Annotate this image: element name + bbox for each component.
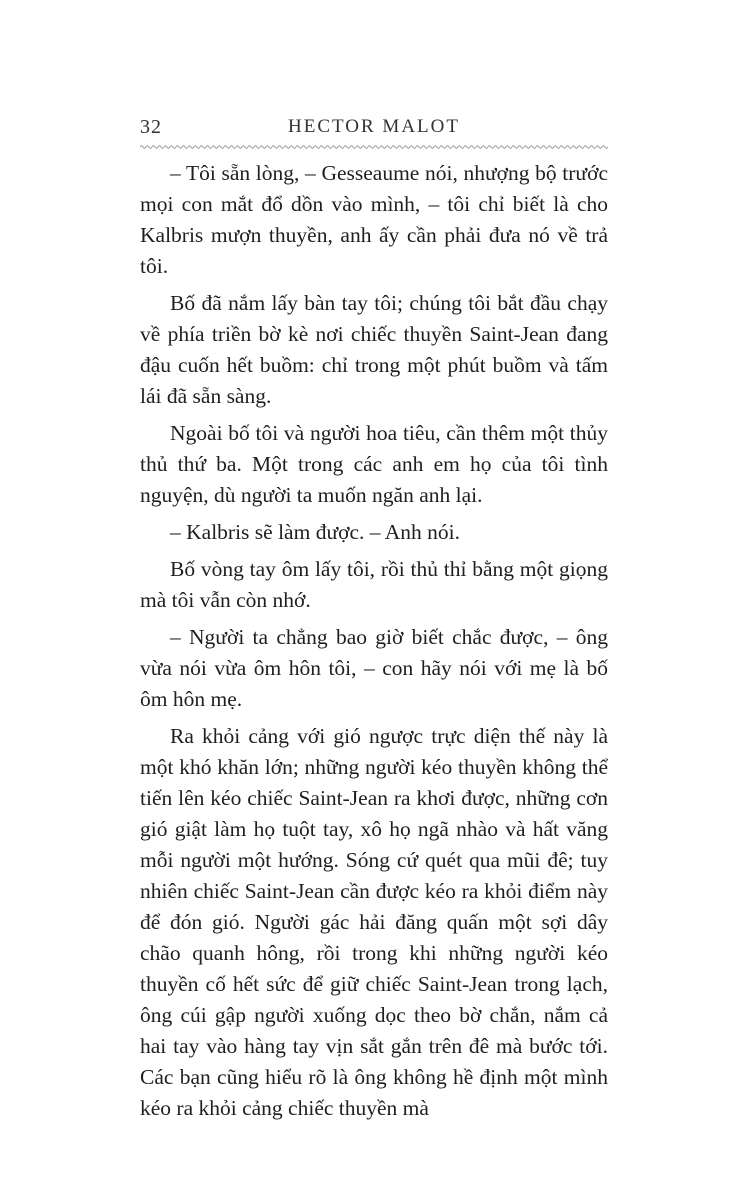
running-header	[140, 112, 608, 142]
paragraph-7: Ra khỏi cảng với gió ngược trực diện thế này là một khó khăn lớn; những người kéo thuyền không thể tiến lên kéo chiếc Saint-Jean ra khơi được, những cơn gió giật làm họ tuột tay, xô họ ngã nhào và hất văng mỗi người một hướng. Sóng cứ quét qua mũi đê; tuy nhiên chiếc Saint-Jean cần được kéo ra khỏi điểm này để đón gió. Người gác hải đăng quấn một sợi dây chão quanh hông, rồi trong khi những người kéo thuyền cố hết sức để giữ chiếc Saint-Jean trong lạch, ông cúi gập người xuống dọc theo bờ chắn, nắm cả hai tay vào hàng tay vịn sắt gắn trên đê mà bước tới. Các bạn cũng hiểu rõ là ông không hề định một mình kéo ra khỏi cảng chiếc thuyền mà	[140, 724, 608, 1120]
page-number: 32	[140, 116, 162, 138]
paragraph-4: – Kalbris sẽ làm được. – Anh nói.	[170, 520, 460, 544]
paragraph-6: – Người ta chẳng bao giờ biết chắc được, – ông vừa nói vừa ôm hôn tôi, – con hãy nói với mẹ là bố ôm hôn mẹ.	[140, 625, 608, 711]
running-header-author: HECTOR MALOT	[288, 116, 460, 137]
paragraph-3: Ngoài bố tôi và người hoa tiêu, cần thêm một thủy thủ thứ ba. Một trong các anh em họ của tôi tình nguyện, dù người ta muốn ngăn anh lại.	[140, 421, 608, 507]
paragraph-1: – Tôi sẵn lòng, – Gesseaume nói, nhượng bộ trước mọi con mắt đổ dồn vào mình, – tôi chỉ biết là cho Kalbris mượn thuyền, anh ấy cần phải đưa nó về trả tôi.	[140, 161, 608, 278]
body-text	[140, 158, 608, 1130]
wavy-header-rule	[140, 144, 608, 150]
paragraph-2: Bố đã nắm lấy bàn tay tôi; chúng tôi bắt đầu chạy về phía triền bờ kè nơi chiếc thuyền Saint-Jean đang đậu cuốn hết buồm: chỉ trong một phút buồm và tấm lái đã sẵn sàng.	[140, 291, 608, 408]
paragraph-5: Bố vòng tay ôm lấy tôi, rồi thủ thỉ bằng một giọng mà tôi vẫn còn nhớ.	[140, 557, 608, 612]
